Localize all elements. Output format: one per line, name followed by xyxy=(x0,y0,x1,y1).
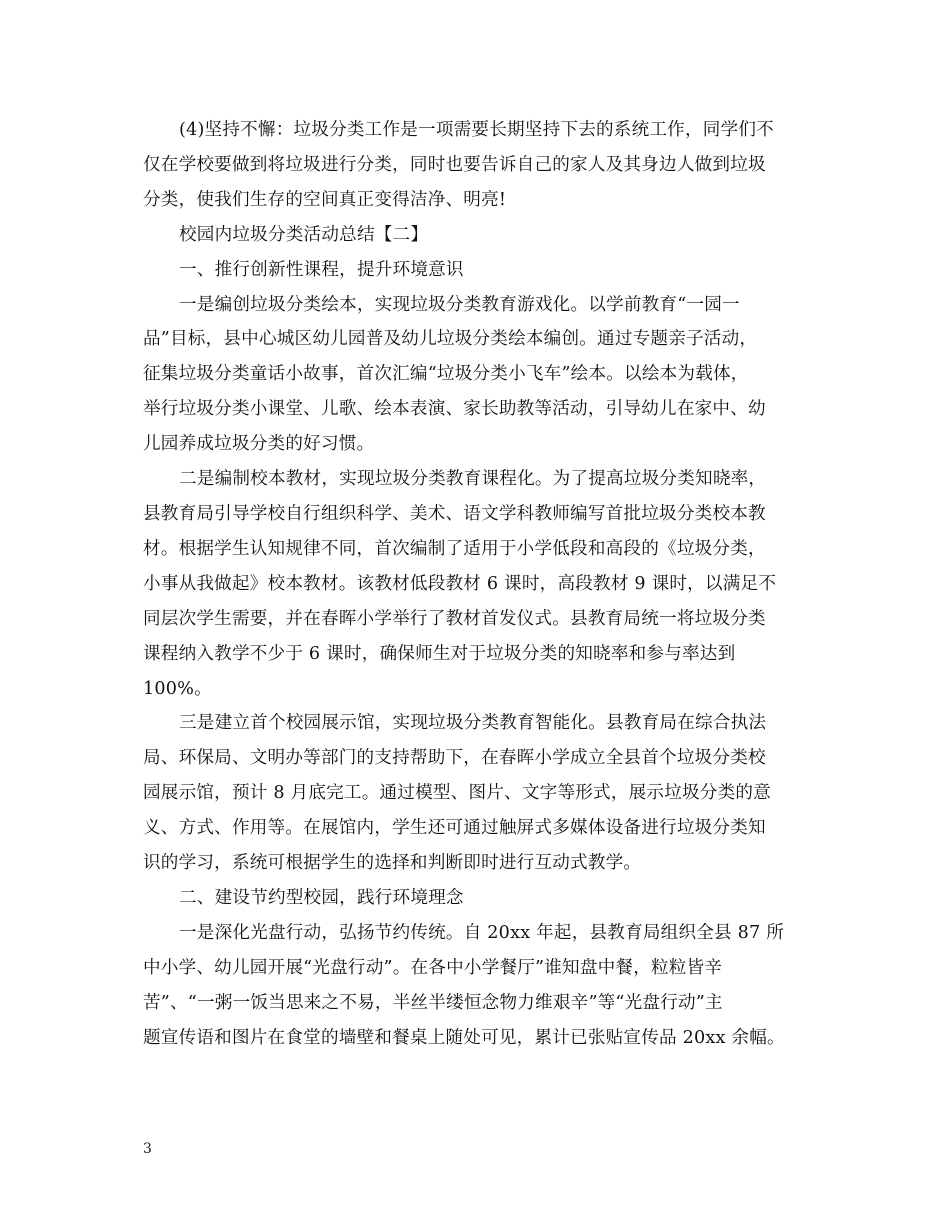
text-line: 100%。 xyxy=(143,678,212,699)
section-title-text: 校园内垃圾分类活动总结【二】 xyxy=(179,224,429,245)
text-line: 局、环保局、文明办等部门的支持帮助下，在春晖小学成立全县首个垃圾分类校 xyxy=(143,748,766,769)
text-line: 一是深化光盘行动，弘扬节约传统。自 20xx 年起，县教育局组织全县 87 所 xyxy=(179,922,785,943)
paragraph-clean-plate xyxy=(143,916,803,1056)
text-line: 园展示馆，预计 8 月底完工。通过模型、图片、文字等形式，展示垃圾分类的意 xyxy=(143,783,771,804)
text-line: 同层次学生需要，并在春晖小学举行了教材首发仪式。县教育局统一将垃圾分类 xyxy=(143,608,766,629)
text-line: 品”目标，县中心城区幼儿园普及幼儿垃圾分类绘本编创。通过专题亲子活动， xyxy=(143,329,758,350)
text-line: 课程纳入教学不少于 6 课时，确保师生对于垃圾分类的知晓率和参与率达到 xyxy=(143,643,736,664)
text-line: 苦”、“一粥一饭当思来之不易，半丝半缕恒念物力维艰辛”等“光盘行动”主 xyxy=(143,992,723,1013)
heading-text: 一、推行创新性课程，提升环境意识 xyxy=(179,259,464,280)
paragraph-persistence xyxy=(143,113,803,218)
text-line: 仅在学校要做到将垃圾进行分类，同时也要告诉自己的家人及其身边人做到垃圾 xyxy=(143,154,766,175)
page-number: 3 xyxy=(143,1141,152,1157)
text-line: 小事从我做起》校本教材。该教材低段教材 6 课时，高段教材 9 课时，以满足不 xyxy=(143,573,777,594)
paragraph-exhibition-hall xyxy=(143,706,803,881)
text-line: 材。根据学生认知规律不同，首次编制了适用于小学低段和高段的《垃圾分类， xyxy=(143,538,766,559)
text-line: 一是编创垃圾分类绘本，实现垃圾分类教育游戏化。以学前教育“一园一 xyxy=(179,294,740,315)
paragraph-textbooks xyxy=(143,462,803,706)
heading-text: 二、建设节约型校园，践行环境理念 xyxy=(179,887,464,908)
text-line: 二是编制校本教材，实现垃圾分类教育课程化。为了提高垃圾分类知晓率， xyxy=(179,469,767,490)
text-line: 题宣传语和图片在食堂的墙壁和餐桌上随处可见，累计已张贴宣传品 20xx 余幅。 xyxy=(143,1027,785,1048)
text-line: 分类，使我们生存的空间真正变得洁净、明亮! xyxy=(143,189,507,210)
text-line: 中小学、幼儿园开展“光盘行动”。在各中小学餐厅”谁知盘中餐，粒粒皆辛 xyxy=(143,957,723,978)
text-line: 举行垃圾分类小课堂、儿歌、绘本表演、家长助教等活动，引导幼儿在家中、幼 xyxy=(143,399,766,420)
text-line: 识的学习，系统可根据学生的选择和判断即时进行互动式教学。 xyxy=(143,853,642,874)
text-line: 义、方式、作用等。在展馆内，学生还可通过触屏式多媒体设备进行垃圾分类知 xyxy=(143,818,766,839)
heading-two xyxy=(143,881,803,916)
text-line: 县教育局引导学校自行组织科学、美术、语文学科教师编写首批垃圾分类校本教 xyxy=(143,503,766,524)
heading-one xyxy=(143,253,803,288)
paragraph-picture-books xyxy=(143,288,803,463)
text-line: 三是建立首个校园展示馆，实现垃圾分类教育智能化。县教育局在综合执法 xyxy=(179,713,767,734)
text-line: (4)坚持不懈：垃圾分类工作是一项需要长期坚持下去的系统工作，同学们不 xyxy=(179,120,774,140)
section-title xyxy=(143,218,803,253)
document-body xyxy=(143,113,803,1055)
text-line: 儿园养成垃圾分类的好习惯。 xyxy=(143,434,375,455)
text-line: 征集垃圾分类童话小故事，首次汇编“垃圾分类小飞车”绘本。以绘本为载体， xyxy=(143,364,749,385)
